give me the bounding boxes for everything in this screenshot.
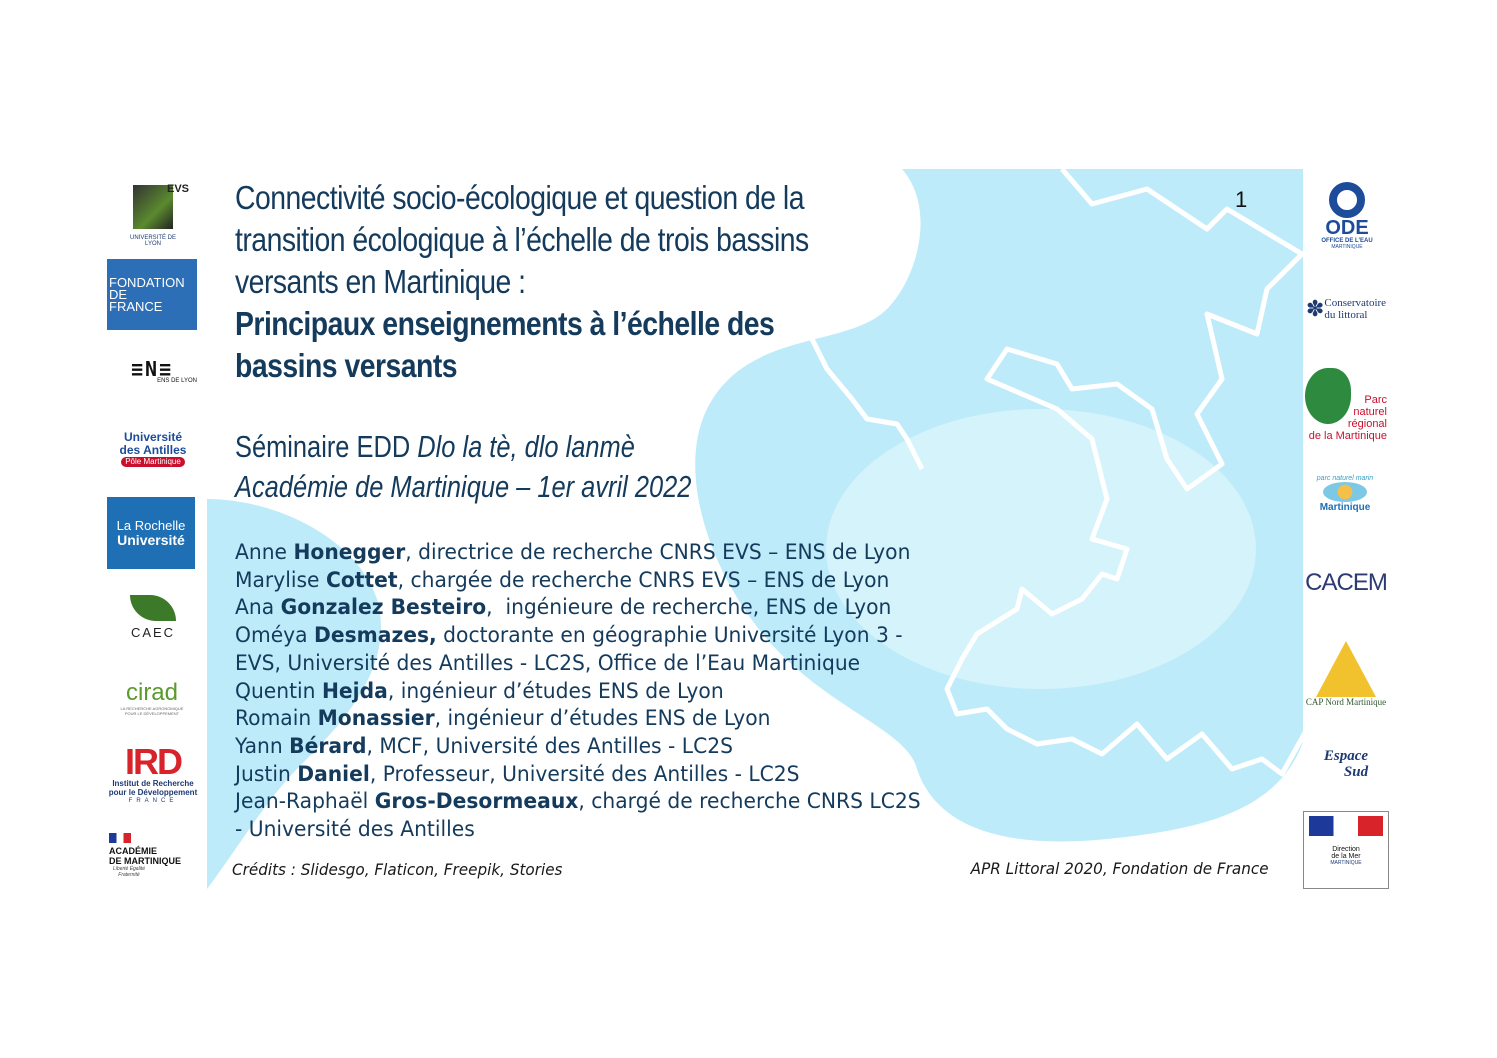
slide-title <box>235 177 875 387</box>
cap-nord-triangle-icon <box>1316 641 1376 697</box>
marianne-flag-icon <box>1309 816 1383 836</box>
conservatoire-emblem-icon: ✽ <box>1305 296 1325 321</box>
water-drop-icon <box>1329 182 1365 218</box>
fondation-de-france-logo: FONDATION DE FRANCE <box>107 259 197 330</box>
caec-logo: CAEC <box>111 581 195 653</box>
cap-nord-logo: CAP Nord Martinique <box>1303 631 1389 716</box>
wave-icon <box>1323 482 1367 502</box>
academy-line: Académie de Martinique – 1er avril 2022 <box>235 469 692 504</box>
author-row: Oméya Desmazes, doctorante en géographie Université Lyon 3 - <box>235 623 903 648</box>
author-row: Yann Bérard, MCF, Université des Antilles - LC2S <box>235 733 734 758</box>
author-row: Marylise Cottet, chargée de recherche CNRS EVS – ENS de Lyon <box>235 567 890 592</box>
partner-logos-left <box>107 169 205 889</box>
author-row: EVS, Université des Antilles - LC2S, Office de l’Eau Martinique <box>235 650 861 675</box>
credits-text: Crédits : Slidesgo, Flaticon, Freepik, Stories <box>232 860 563 879</box>
prefet-direction-mer-logo: Direction de la Mer MARTINIQUE <box>1303 811 1389 889</box>
evs-cube-icon: EVS <box>133 185 173 229</box>
author-row: - Université des Antilles <box>235 817 475 842</box>
funding-text: APR Littoral 2020, Fondation de France <box>971 859 1269 878</box>
leaf-icon <box>130 595 176 621</box>
academie-martinique-logo: ACADÉMIE DE MARTINIQUE Liberté Égalité Fraternité <box>109 825 199 885</box>
cacem-logo: CACEM <box>1305 569 1387 596</box>
parc-naturel-marin-logo: parc naturel marin Martinique <box>1316 475 1374 513</box>
ird-logo: IRD Institut de Recherche pour le Développement FRANCE <box>108 740 198 804</box>
author-row: Jean-Raphaël Gros-Desormeaux, chargé de recherche CNRS LC2S <box>235 789 921 814</box>
la-rochelle-universite-logo: La Rochelle Université <box>107 497 195 569</box>
author-list <box>235 539 946 844</box>
subtitle-line: bassins versants <box>235 347 458 384</box>
title-line: Connectivité socio-écologique et question de la <box>235 179 804 216</box>
partner-logos-right <box>1303 169 1389 889</box>
seminar-info <box>235 427 792 507</box>
universite-antilles-logo: Université des Antilles Pôle Martinique <box>119 430 187 466</box>
page-number: 1 <box>1235 187 1248 212</box>
cirad-logo: cirad LA RECHERCHE AGRONOMIQUE POUR LE DÉVELOPPEMENT <box>120 679 184 716</box>
title-line: versants en Martinique : <box>235 263 526 300</box>
parc-naturel-regional-logo: Parc naturel régional de la Martinique <box>1303 364 1389 444</box>
evs-logo: EVS UNIVERSITÉ DE LYON <box>129 183 189 247</box>
espace-sud-logo: Espace Sud <box>1323 748 1369 780</box>
marianne-flag-icon <box>109 833 131 843</box>
author-row: Quentin Hejda, ingénieur d’études ENS de Lyon <box>235 678 724 703</box>
author-row: Anne Honegger, directrice de recherche CNRS EVS – ENS de Lyon <box>235 540 911 564</box>
seminar-line: Séminaire EDD Dlo la tè, dlo lanmè <box>235 429 635 464</box>
ens-lyon-logo: ≡N≡ ENS DE LYON <box>130 357 197 384</box>
slide <box>107 169 1389 889</box>
author-row: Romain Monassier, ingénieur d’études ENS de Lyon <box>235 706 771 731</box>
author-row: Justin Daniel, Professeur, Université des Antilles - LC2S <box>235 761 800 786</box>
title-line: transition écologique à l’échelle de trois bassins <box>235 221 809 258</box>
author-row: Ana Gonzalez Besteiro, ingénieure de recherche, ENS de Lyon <box>235 595 892 620</box>
subtitle-line: Principaux enseignements à l’échelle des <box>235 305 775 342</box>
conservatoire-littoral-logo: ✽ Conservatoire du littoral <box>1305 296 1387 321</box>
ode-logo: ODE OFFICE DE L’EAU MARTINIQUE <box>1307 171 1387 261</box>
